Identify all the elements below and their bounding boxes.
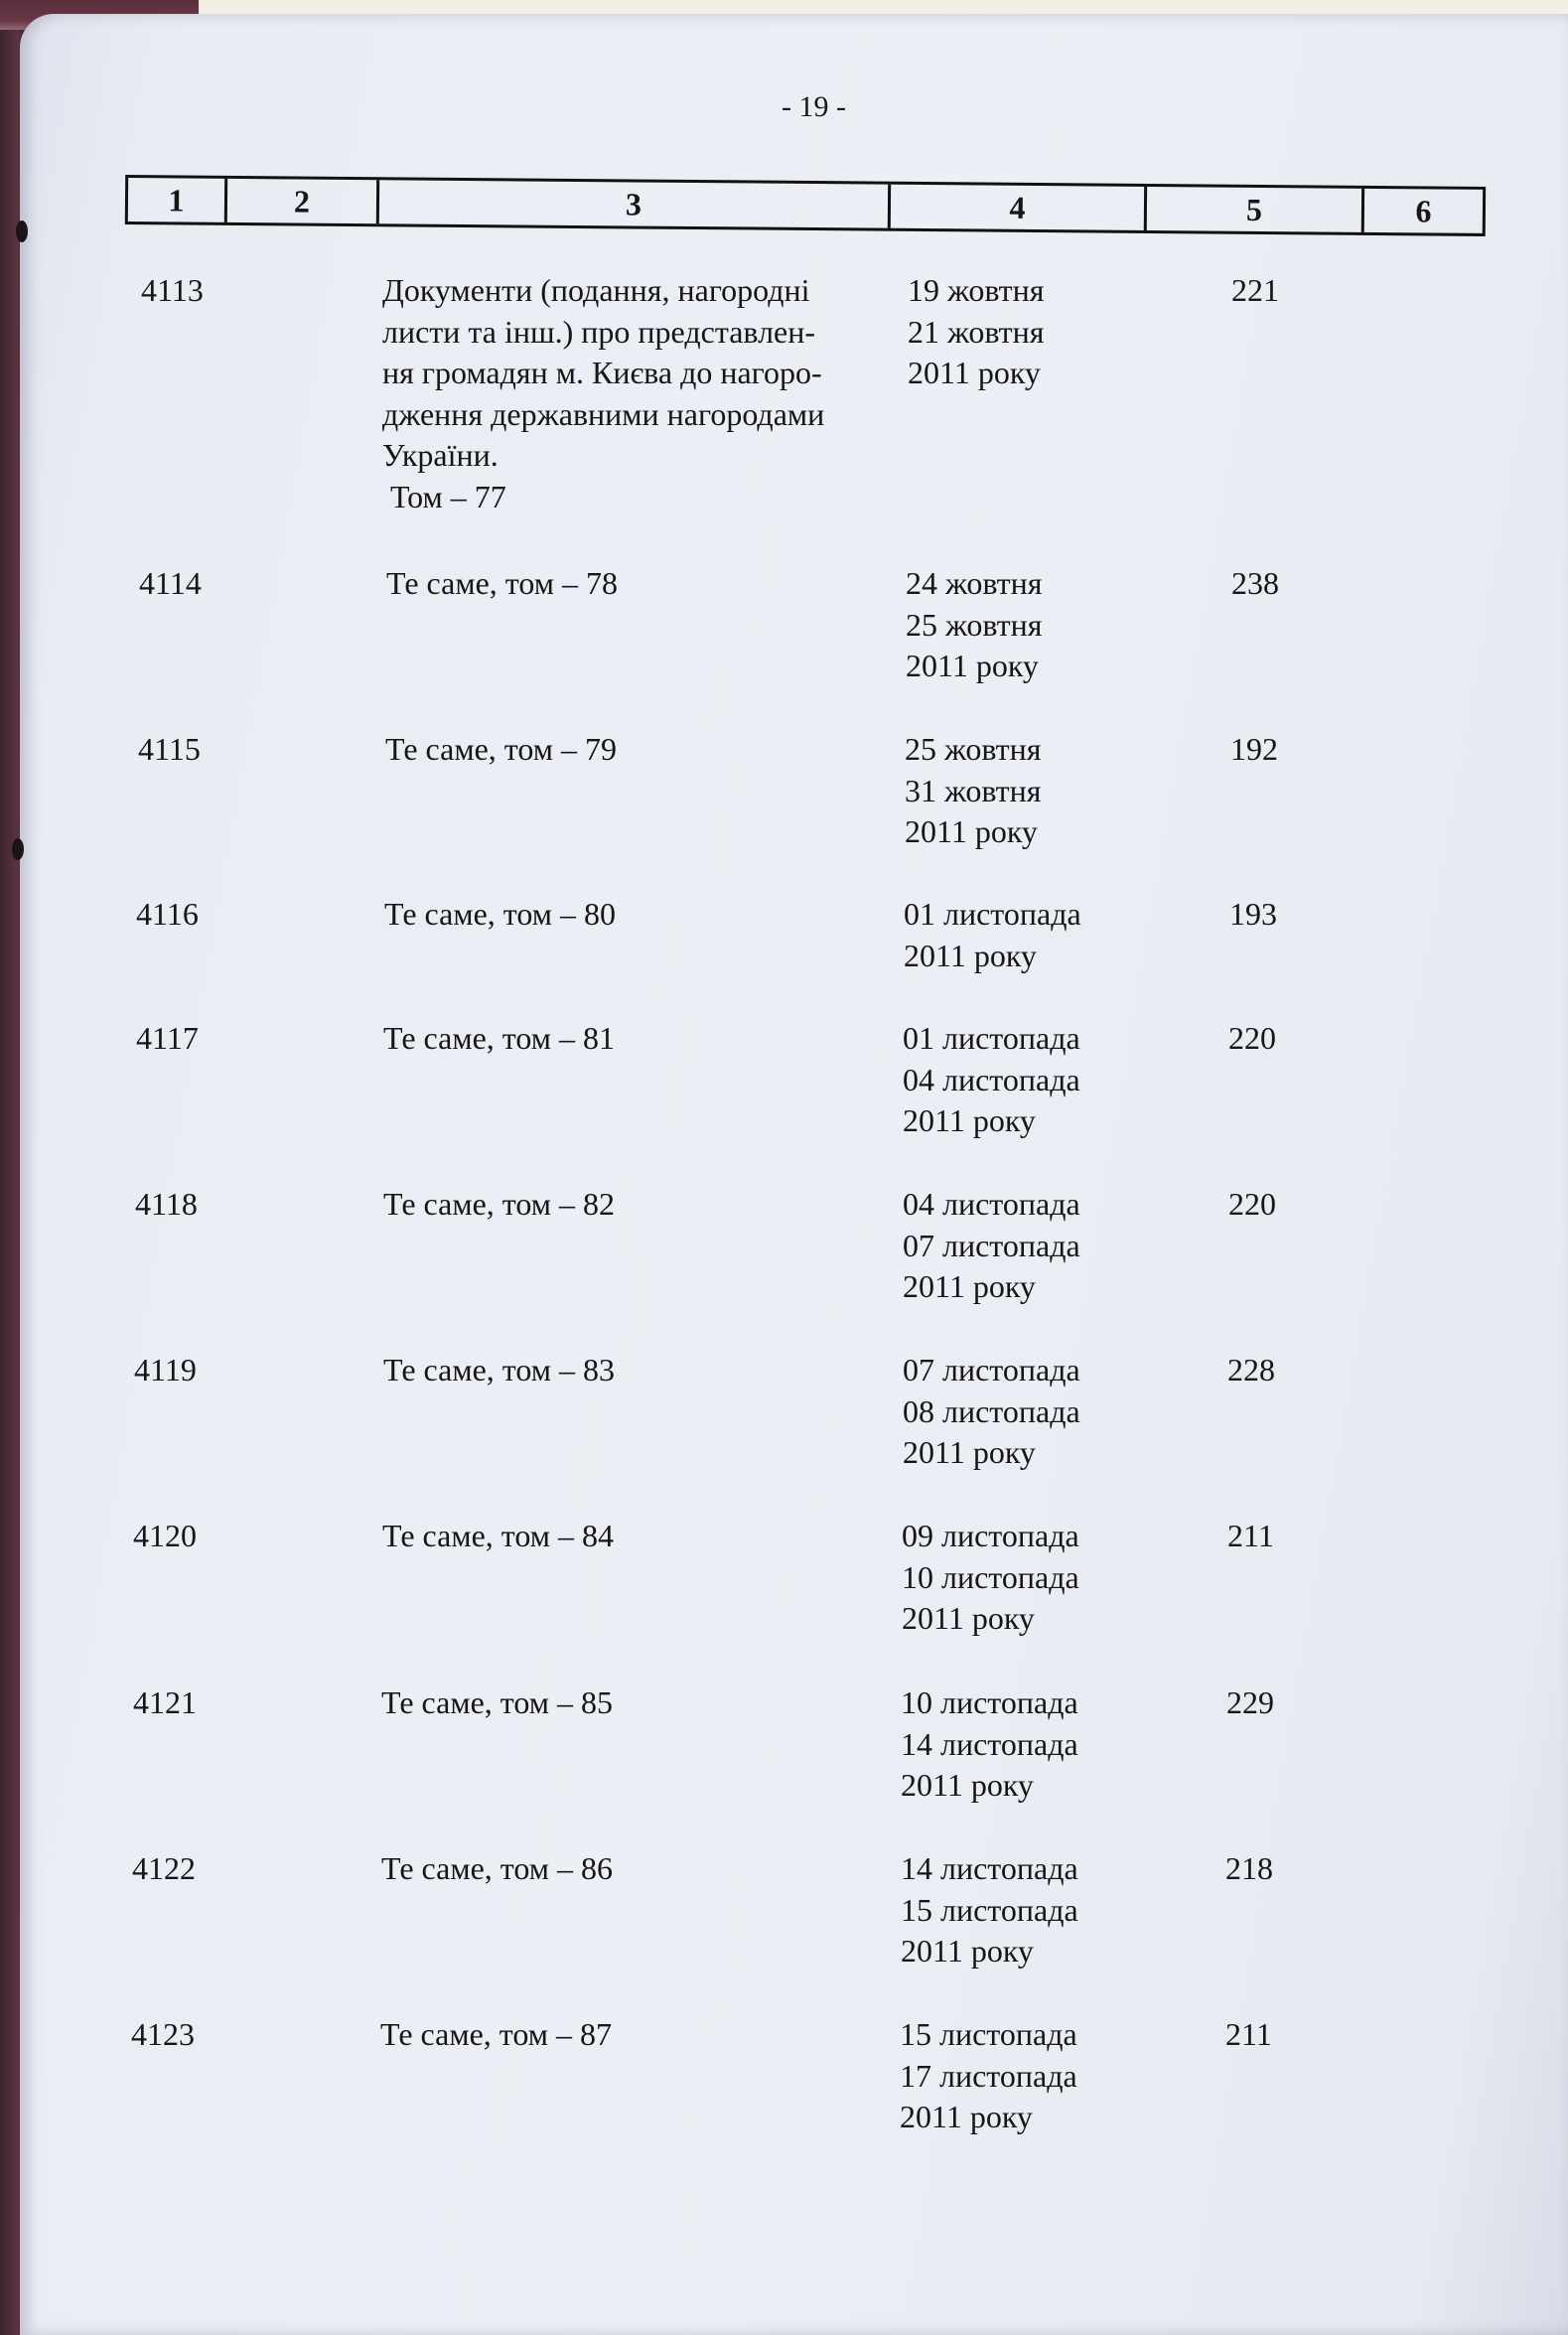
entry-number: 4113 [141, 272, 204, 308]
entry-dates [903, 1184, 1131, 1308]
entry-description [382, 1516, 919, 1557]
date-line: 10 листопада [901, 1684, 1078, 1720]
description-line: Те саме, том – 84 [382, 1518, 614, 1553]
description-line: Те саме, том – 78 [386, 565, 618, 601]
entry-dates [901, 1682, 1129, 1807]
entry-sheet-count: 238 [1231, 565, 1279, 601]
entry-sheet-count: 220 [1228, 1020, 1276, 1056]
entry-description [381, 1682, 918, 1724]
date-line: 21 жовтня [908, 313, 1045, 350]
entry-sheet-count: 192 [1230, 731, 1278, 767]
description-line: Те саме, том – 86 [381, 1850, 613, 1886]
entry-number: 4114 [139, 565, 202, 601]
description-line: України. [382, 437, 499, 473]
entry-description [383, 1184, 920, 1226]
description-line: Документи (подання, нагородні [382, 272, 810, 308]
description-line: Те саме, том – 79 [385, 731, 617, 767]
entry-number: 4118 [135, 1186, 198, 1222]
entry-sheet-count: 221 [1231, 272, 1279, 308]
entry-number: 4117 [136, 1020, 199, 1056]
date-line: 01 листопада [903, 1020, 1080, 1056]
entry-dates [901, 1848, 1129, 1972]
date-line: 15 листопада [900, 2016, 1077, 2052]
entry-description [382, 270, 919, 517]
date-line: 2011 року [903, 1102, 1036, 1138]
entry-description [386, 563, 923, 605]
date-line: 24 жовтня [906, 565, 1043, 601]
date-line: 2011 року [901, 1933, 1034, 1969]
description-line: Том – 77 [382, 478, 506, 514]
date-line: 2011 року [900, 2099, 1033, 2134]
entry-sheet-count: 193 [1229, 896, 1277, 932]
date-line: 17 листопада [900, 2057, 1077, 2094]
entry-description [383, 1018, 920, 1060]
entry-number: 4121 [133, 1684, 197, 1720]
description-line: Те саме, том – 81 [383, 1020, 615, 1056]
description-line: листи та інш.) про представлен- [382, 313, 816, 350]
date-line: 14 листопада [901, 1725, 1078, 1762]
header-col-5: 5 [1147, 187, 1364, 232]
table-body [20, 14, 1568, 2335]
header-col-1: 1 [128, 178, 227, 222]
date-line: 07 листопада [903, 1352, 1080, 1387]
date-line: 31 жовтня [905, 772, 1042, 808]
entry-dates [902, 1516, 1130, 1640]
entry-description [380, 2014, 917, 2056]
entry-sheet-count: 228 [1227, 1352, 1275, 1387]
date-line: 2011 року [906, 648, 1039, 683]
entry-description [385, 729, 922, 771]
date-line: 2011 року [901, 1767, 1034, 1803]
date-line: 14 листопада [901, 1850, 1078, 1886]
description-line: Те саме, том – 80 [384, 896, 616, 932]
entry-number: 4122 [132, 1850, 196, 1886]
header-col-6: 6 [1415, 192, 1432, 228]
date-line: 25 жовтня [906, 606, 1043, 643]
date-line: 2011 року [903, 1268, 1036, 1304]
date-line: 25 жовтня [905, 731, 1042, 767]
date-line: 2011 року [908, 355, 1041, 390]
entry-dates [900, 2014, 1128, 2138]
date-line: 10 листопада [902, 1558, 1079, 1595]
date-line: 04 листопада [903, 1061, 1080, 1097]
header-col-2: 2 [227, 179, 379, 223]
entry-number: 4116 [136, 896, 199, 932]
entry-dates [908, 270, 1136, 394]
entry-number: 4120 [133, 1518, 197, 1553]
entry-sheet-count: 229 [1226, 1684, 1274, 1720]
date-line: 08 листопада [903, 1392, 1080, 1429]
description-line: Те саме, том – 87 [380, 2016, 612, 2052]
description-line: дження державними нагородами [382, 395, 825, 432]
entry-sheet-count: 218 [1225, 1850, 1273, 1886]
description-line: Те саме, том – 83 [383, 1352, 615, 1387]
header-col-3: 3 [379, 180, 891, 227]
header-col-4: 4 [891, 185, 1147, 230]
entry-dates [906, 563, 1134, 687]
entry-description [384, 894, 921, 936]
entry-description [383, 1350, 920, 1391]
description-line: ня громадян м. Києва до нагоро- [382, 355, 822, 390]
date-line: 19 жовтня [908, 272, 1045, 308]
date-line: 2011 року [905, 813, 1038, 849]
document-page [20, 14, 1568, 2335]
entry-dates [905, 729, 1133, 853]
entry-sheet-count: 220 [1228, 1186, 1276, 1222]
date-line: 09 листопада [902, 1518, 1079, 1553]
entry-number: 4123 [131, 2016, 195, 2052]
entry-dates [904, 894, 1132, 976]
entry-number: 4119 [134, 1352, 197, 1387]
description-line: Те саме, том – 82 [383, 1186, 615, 1222]
date-line: 07 листопада [903, 1227, 1080, 1263]
entry-number: 4115 [138, 731, 201, 767]
entry-sheet-count: 211 [1227, 1518, 1274, 1553]
description-line: Те саме, том – 85 [381, 1684, 613, 1720]
date-line: 2011 року [903, 1434, 1036, 1470]
date-line: 2011 року [902, 1600, 1035, 1636]
entry-description [381, 1848, 918, 1890]
date-line: 04 листопада [903, 1186, 1080, 1222]
date-line: 15 листопада [901, 1891, 1078, 1928]
entry-dates [903, 1018, 1131, 1142]
entry-dates [903, 1350, 1131, 1474]
date-line: 01 листопада [904, 896, 1081, 932]
entry-sheet-count: 211 [1225, 2016, 1272, 2052]
date-line: 2011 року [904, 937, 1037, 973]
page-number: - 19 - [782, 90, 846, 123]
